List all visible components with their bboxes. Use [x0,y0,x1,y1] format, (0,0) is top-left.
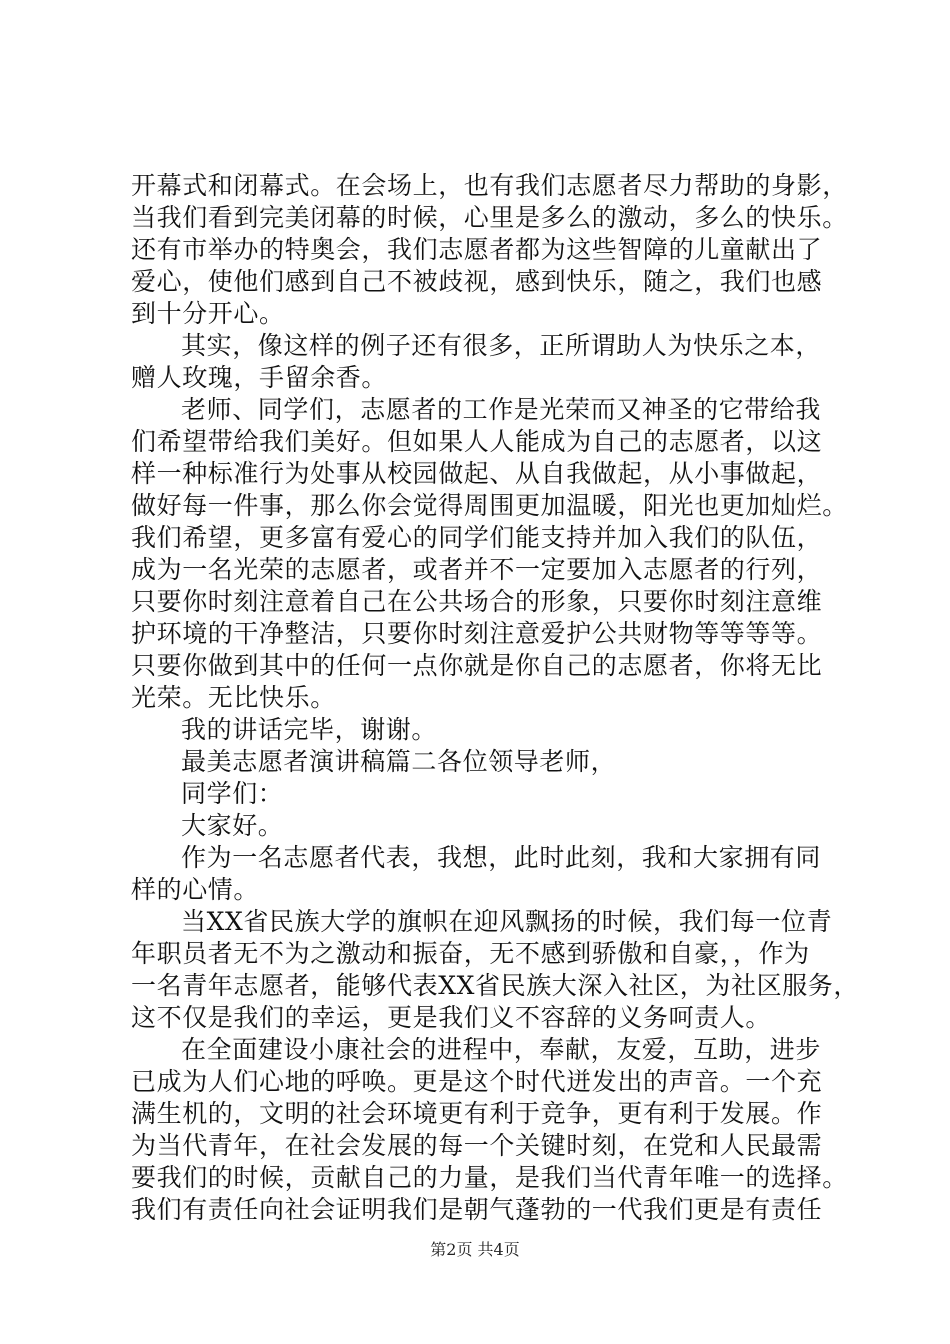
text-line: 同学们： [181,779,284,808]
text-line: 这不仅是我们的幸运，更是我们义不容辞的义务呵责人。 [131,1003,772,1032]
text-line: 当XX省民族大学的旗帜在迎风飘扬的时候，我们每一位青 [181,907,833,936]
text-line: 大家好。 [181,811,284,840]
text-line: 已成为人们心地的呼唤。更是这个时代迸发出的声音。一个充 [131,1067,823,1096]
text-line: 年职员者无不为之激动和振奋，无不感到骄傲和自豪，，作为 [131,939,810,968]
text-line: 只要你做到其中的任何一点你就是你自己的志愿者，你将无比 [131,651,823,680]
text-line: 光荣。无比快乐。 [131,683,336,712]
text-line: 样的心情。 [131,875,260,904]
text-line: 一名青年志愿者，能够代表XX省民族大深入社区，为社区服务， [131,971,859,1000]
text-line: 作为一名志愿者代表，我想，此时此刻，我和大家拥有同 [181,843,822,872]
text-line: 护环境的干净整洁，只要你时刻注意爱护公共财物等等等等。 [131,619,823,648]
text-line: 在全面建设小康社会的进程中，奉献，友爱，互助，进步 [181,1035,822,1064]
text-line: 我们有责任向社会证明我们是朝气蓬勃的一代我们更是有责任 [131,1195,823,1224]
text-line: 赠人玫瑰，手留余香。 [131,363,388,392]
text-line: 开幕式和闭幕式。在会场上，也有我们志愿者尽力帮助的身影， [131,171,848,200]
page-footer: 第2页 共4页 [430,1240,520,1259]
text-line: 做好每一件事，那么你会觉得周围更加温暖，阳光也更加灿烂。 [131,491,848,520]
text-line: 爱心，使他们感到自己不被歧视，感到快乐，随之，我们也感 [131,267,823,296]
text-line: 到十分开心。 [131,299,285,328]
text-line: 满生机的，文明的社会环境更有利于竞争，更有利于发展。作 [131,1099,823,1128]
text-line: 样一种标准行为处事从校园做起、从自我做起，从小事做起， [131,459,823,488]
text-line: 们希望带给我们美好。但如果人人能成为自己的志愿者，以这 [131,427,823,456]
text-line: 要我们的时候，贡献自己的力量，是我们当代青年唯一的选择。 [131,1163,848,1192]
text-line: 当我们看到完美闭幕的时候，心里是多么的激动，多么的快乐。 [131,203,848,232]
text-line: 其实，像这样的例子还有很多，正所谓助人为快乐之本， [181,331,822,360]
text-line: 我的讲话完毕，谢谢。 [181,715,438,744]
text-line: 为当代青年，在社会发展的每一个关键时刻，在党和人民最需 [131,1131,823,1160]
text-line: 老师、同学们，志愿者的工作是光荣而又神圣的它带给我 [181,395,822,424]
text-line: 成为一名光荣的志愿者，或者并不一定要加入志愿者的行列， [131,555,823,584]
document-body [131,170,859,1226]
text-line: 我们希望，更多富有爱心的同学们能支持并加入我们的队伍， [131,523,823,552]
text-line: 只要你时刻注意着自己在公共场合的形象，只要你时刻注意维 [131,587,823,616]
text-line: 还有市举办的特奥会，我们志愿者都为这些智障的儿童献出了 [131,235,823,264]
text-line: 最美志愿者演讲稿篇二各位领导老师， [181,747,617,776]
